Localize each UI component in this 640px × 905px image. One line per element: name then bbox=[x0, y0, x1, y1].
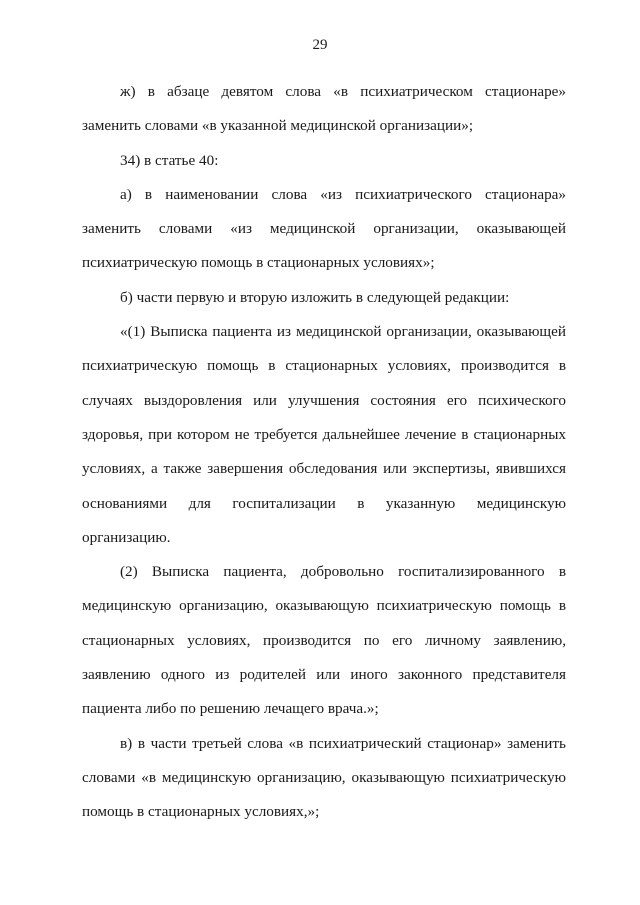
paragraph-item-34: 34) в статье 40: bbox=[120, 151, 219, 169]
paragraph-quote-1: «(1) Выписка пациента из медицинской организации, оказывающей психиатрическую помощь в стационарных условиях, производится в случаях выздоровления или улучшения состояния его психического здоровья, при котором не требуется дальнейшее лечение в стационарных условиях, а также завершения обследования или экспертизы, явившихся основаниями для госпитализации в указанную медицинскую организацию. bbox=[82, 323, 566, 546]
page-number: 29 bbox=[312, 37, 328, 53]
paragraph-a: а) в наименовании слова «из психиатрического стационара» заменить словами «из медицинской организации, оказывающей психиатрическую помощь в стационарных условиях»; bbox=[82, 185, 566, 272]
document-body bbox=[82, 75, 566, 830]
paragraph-zh: ж) в абзаце девятом слова «в психиатрическом стационаре» заменить словами «в указанной медицинской организации»; bbox=[82, 83, 566, 135]
paragraph-v: в) в части третьей слова «в психиатрический стационар» заменить словами «в медицинскую организацию, оказывающую психиатрическую помощь в стационарных условиях,»; bbox=[82, 734, 566, 821]
paragraph-b: б) части первую и вторую изложить в следующей редакции: bbox=[120, 288, 510, 306]
paragraph-quote-2: (2) Выписка пациента, добровольно госпитализированного в медицинскую организацию, оказывающую психиатрическую помощь в стационарных условиях, производится по его личному заявлению, заявлению одного из родителей или иного законного представителя пациента либо по решению лечащего врача.»; bbox=[82, 563, 566, 718]
